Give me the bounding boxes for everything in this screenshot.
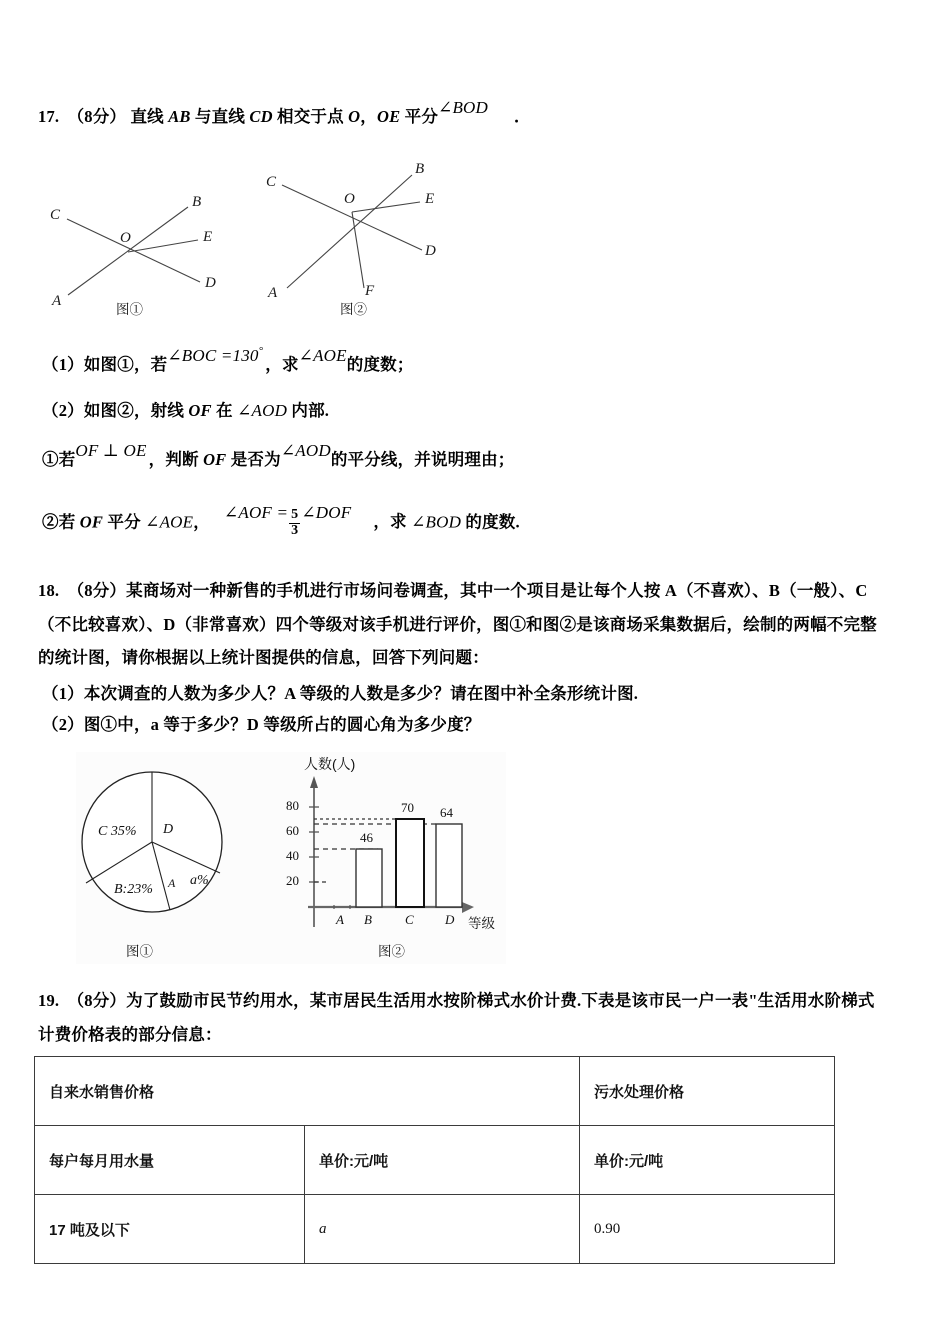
question-19 <box>38 988 922 1047</box>
question-17-part-2 <box>42 398 329 424</box>
question-18 <box>38 578 922 738</box>
sub1-mid: ，判断 <box>148 450 204 469</box>
sub2-math-dof: ∠DOF <box>301 503 352 523</box>
bar-chart-ylabel: 人数(人) <box>304 756 356 772</box>
table-subheader-usage: 每户每月用水量 <box>35 1126 305 1195</box>
sub2-math-aof: ∠AOF = <box>223 503 289 523</box>
question-18-number: 18. <box>38 581 60 600</box>
figure-1-label-B: B <box>192 194 202 210</box>
pie-slice-label-C: C 35% <box>98 824 137 839</box>
figure-2-container <box>262 150 492 325</box>
figure-1-svg <box>40 150 270 320</box>
figure-2-label-D: D <box>425 243 436 259</box>
figure-2-svg <box>262 150 492 325</box>
comma: ， <box>360 107 377 126</box>
part1-math-aoe: ∠AOE <box>298 346 347 365</box>
figure-2-label-F: F <box>365 283 375 299</box>
sub2-math-bod: ∠BOD <box>411 512 462 532</box>
pie-chart-caption: 图① <box>126 944 153 959</box>
question-17 <box>38 98 918 138</box>
sub2-comma2: ，求 <box>373 512 412 532</box>
sub2-comma: ， <box>193 512 210 532</box>
question-19-text-1: 为了鼓励市民节约用水，某市居民生活用水按阶梯式水价计费.下表是该市民一户一表"生活用水阶梯式 <box>126 991 875 1010</box>
table-header-sewage-price: 污水处理价格 <box>580 1057 835 1126</box>
question-19-line-1 <box>38 988 922 1014</box>
segment-ab: AB <box>168 107 191 126</box>
sub2-math-aoe: ∠AOE <box>145 512 194 532</box>
question-17-part-2-2 <box>42 503 520 538</box>
question-18-score: （8分） <box>67 581 127 600</box>
figure-2-label-A: A <box>268 285 278 301</box>
figure-1-label-A: A <box>52 293 62 309</box>
degree-symbol: ° <box>258 345 264 357</box>
pie-slice-label-D: D <box>163 822 174 837</box>
xtick-C: C <box>405 912 414 927</box>
xtick-D: D <box>445 912 455 927</box>
fraction-numerator: 5 <box>291 507 299 522</box>
part2-tail: 内部. <box>287 401 330 420</box>
figure-1-caption: 图① <box>116 302 143 317</box>
part1-math-boc: ∠BOC =130 <box>167 346 259 365</box>
ray-of: OF <box>188 401 212 420</box>
part1-label: （1）如图①，若 <box>42 355 168 374</box>
ytick-20: 20 <box>286 873 299 888</box>
question-17-part-1 <box>42 345 414 378</box>
question-18-text-1: 某商场对一种新售的手机进行市场问卷调查，其中一个项目是让每个人按 A（不喜欢）、B（一般）、C <box>126 581 868 600</box>
sub2-mid: 平分 <box>103 512 146 532</box>
question-19-score: （8分） <box>67 991 127 1010</box>
bar-value-B: 46 <box>360 830 373 845</box>
part2-math-aod: ∠AOD <box>237 401 288 420</box>
angle-bod: ∠BOD <box>438 98 489 117</box>
ytick-40: 40 <box>286 848 299 863</box>
bar-value-C: 70 <box>401 800 414 815</box>
pie-slice-label-a-percent: a% <box>190 873 209 888</box>
xtick-B: B <box>364 912 372 927</box>
question-17-stem <box>38 98 918 138</box>
question-17-stem-pre: 直线 <box>130 107 169 126</box>
table-row-subheader <box>35 1126 835 1195</box>
question-17-score: （8分） <box>67 107 127 126</box>
figure-1-label-O: O <box>120 230 131 246</box>
part2-mid: 在 <box>211 401 238 420</box>
part1-tail: 的度数； <box>346 355 414 374</box>
ray-oe: OE <box>376 107 401 126</box>
figure-1-label-C: C <box>50 207 61 223</box>
water-price-table <box>34 1056 835 1264</box>
bar-chart-container <box>268 752 504 964</box>
table-cell-usage-tier-1: 17 吨及以下 <box>35 1195 305 1264</box>
bisects-text: 平分 <box>400 107 439 126</box>
table-subheader-unitprice-1: 单价:元/吨 <box>305 1126 580 1195</box>
sub1-math-perp: OF ⊥ OE <box>75 441 147 460</box>
sub1-tail: 的平分线，并说明理由； <box>330 450 515 469</box>
question-18-line-1 <box>38 578 922 604</box>
figure-2-caption: 图② <box>340 302 367 317</box>
question-18-part-2: （2）图①中，a 等于多少？D 等级所占的圆心角为多少度？ <box>42 715 481 735</box>
ytick-60: 60 <box>286 823 299 838</box>
question-17-stem-mid: 与直线 <box>190 107 250 126</box>
question-17-stem-mid2: 相交于点 <box>272 107 349 126</box>
figure-1-container <box>40 150 270 320</box>
figure-1-label-E: E <box>203 229 213 245</box>
ray-of-2: OF <box>203 450 227 469</box>
segment-cd: CD <box>249 107 273 126</box>
xtick-A: A <box>336 912 344 927</box>
sub1-label: ①若 <box>42 450 76 469</box>
pie-chart-svg <box>78 758 258 933</box>
figure-2-label-C: C <box>266 174 277 190</box>
ray-of-3: OF <box>79 512 104 532</box>
question-19-number: 19. <box>38 991 60 1010</box>
bar-chart-caption: 图② <box>378 944 405 959</box>
point-o: O <box>348 107 361 126</box>
table-cell-price-a: a <box>305 1195 580 1264</box>
table-subheader-unitprice-2: 单价:元/吨 <box>580 1126 835 1195</box>
table-row <box>35 1195 835 1264</box>
part1-mid: ，求 <box>265 355 299 374</box>
period: ． <box>514 107 531 126</box>
question-18-part-1: （1）本次调查的人数为多少人？A 等级的人数是多少？请在图中补全条形统计图. <box>42 683 639 703</box>
question-18-line-2: （不比较喜欢）、D（非常喜欢）四个等级对该手机进行评价，图①和图②是该商场采集数据后，绘制的两幅不完整 <box>38 614 877 634</box>
table-row-header <box>35 1057 835 1126</box>
figure-2-label-E: E <box>425 191 435 207</box>
figure-2-label-B: B <box>415 161 425 177</box>
sub2-tail: 的度数. <box>461 512 520 532</box>
fraction-five-thirds <box>289 508 300 538</box>
sub2-label: ②若 <box>42 512 80 532</box>
table-header-tapwater-price: 自来水销售价格 <box>35 1057 580 1126</box>
ytick-80: 80 <box>286 798 299 813</box>
pie-slice-label-B: B:23% <box>114 882 153 897</box>
figure-1-label-D: D <box>205 275 216 291</box>
pie-chart-container <box>78 758 258 963</box>
fraction-denominator: 3 <box>291 522 299 538</box>
pie-slice-label-A: A <box>168 876 176 890</box>
question-17-number: 17. <box>38 107 60 126</box>
part2-label: （2）如图②，射线 <box>42 401 189 420</box>
sub1-mid2: 是否为 <box>226 450 281 469</box>
table-cell-sewage-090: 0.90 <box>580 1195 835 1264</box>
figure-2-label-O: O <box>344 191 355 207</box>
bar-chart-xlabel: 等级 <box>468 916 495 931</box>
question-19-line-2: 计费价格表的部分信息： <box>38 1024 222 1044</box>
bar-value-D: 64 <box>440 805 453 820</box>
sub1-math-aod: ∠AOD <box>280 441 331 460</box>
question-18-line-3: 的统计图，请你根据以上统计图提供的信息，回答下列问题： <box>38 648 489 668</box>
question-17-part-2-1 <box>42 441 515 473</box>
